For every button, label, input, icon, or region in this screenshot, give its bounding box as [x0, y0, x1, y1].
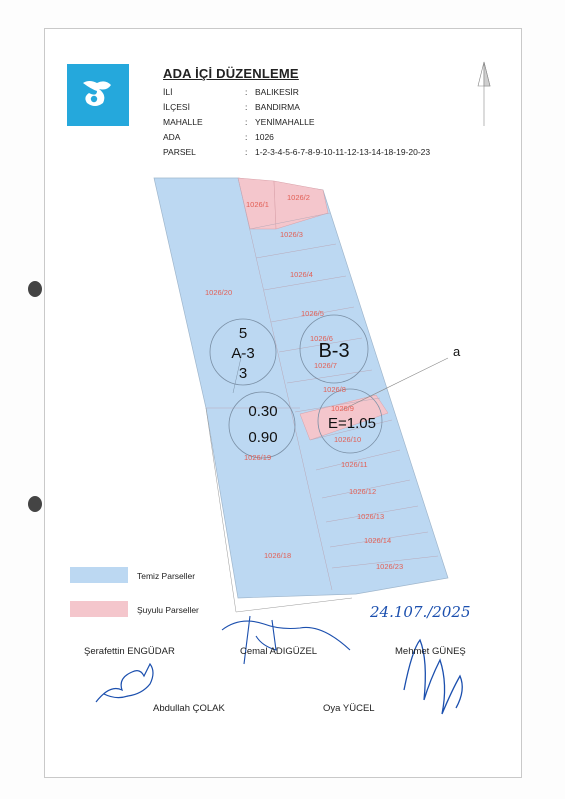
parcel-label-1026-3: 1026/3 [280, 230, 303, 239]
zone-a-sub: 3 [238, 365, 248, 382]
parcel-label-1026-13: 1026/13 [357, 512, 385, 521]
parcel-label-1026-6: 1026/6 [310, 334, 333, 343]
legend-swatch-shared [70, 601, 128, 617]
parcel-label-1026-23: 1026/23 [376, 562, 404, 571]
signatory-engudar: Şerafettin ENGÜDAR [84, 646, 175, 657]
pointer-label: a [453, 344, 461, 359]
parcel-label-1026-11: 1026/11 [341, 460, 368, 469]
parcel-label-1026-19: 1026/19 [244, 453, 272, 462]
parcel-label-1026-4: 1026/4 [290, 270, 313, 279]
parcel-label-1026-1: 1026/1 [246, 200, 269, 209]
block-outline [154, 178, 448, 598]
parcel-label-1026-2: 1026/2 [287, 193, 310, 202]
document-title: ADA İÇİ DÜZENLEME [163, 66, 299, 81]
parcel-label-1026-18: 1026/18 [264, 551, 292, 560]
parcel-label-1026-12: 1026/12 [349, 487, 377, 496]
legend-label-shared: Şuyulu Parseller [137, 605, 199, 615]
signatory-adiguzel: Cemal ADIGÜZEL [240, 646, 318, 657]
zone-a-taks: 0.30 [248, 403, 278, 420]
parcel-label-1026-8: 1026/8 [323, 385, 346, 394]
legend-swatch-clean [70, 567, 128, 583]
signature-engudar [96, 664, 153, 702]
parcel-label-1026-10: 1026/10 [334, 435, 362, 444]
signatory-colak: Abdullah ÇOLAK [153, 703, 225, 714]
parcel-label-1026-9: 1026/9 [331, 404, 354, 413]
parcel-label-1026-14: 1026/14 [364, 536, 392, 545]
north-arrow-icon [478, 62, 490, 126]
zone-a-code: A-3 [231, 345, 255, 362]
signatory-yucel: Oya YÜCEL [323, 703, 375, 714]
parcel-label-1026-5: 1026/5 [301, 309, 324, 318]
signatory-gunes: Mehmet GÜNEŞ [395, 646, 466, 657]
zone-b-emsal: E=1.05 [328, 415, 376, 432]
zone-b-code: B-3 [318, 340, 350, 362]
zone-a-kaks: 0.90 [248, 429, 278, 446]
parcel-label-1026-20: 1026/20 [205, 288, 233, 297]
zone-a-floors: 5 [238, 325, 248, 342]
signature-date: 24.107./2025 [370, 603, 471, 621]
legend-label-clean: Temiz Parseller [137, 571, 196, 581]
parcel-label-1026-7: 1026/7 [314, 361, 337, 370]
